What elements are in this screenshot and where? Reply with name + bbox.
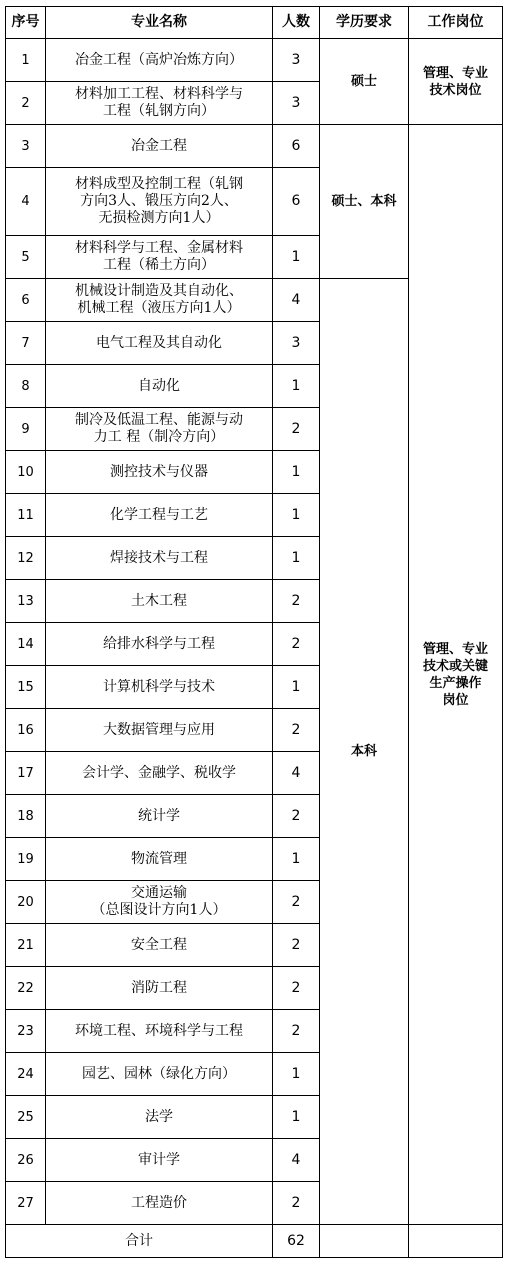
cell-count: 4 [273, 279, 320, 322]
cell-count: 2 [273, 580, 320, 623]
cell-count: 1 [273, 236, 320, 279]
table-body [6, 39, 503, 1258]
cell-major [46, 168, 273, 236]
cell-position [409, 125, 503, 1225]
major-line: 工程（轧钢方向） [103, 103, 215, 119]
cell-count: 3 [273, 322, 320, 365]
cell-count: 3 [273, 39, 320, 82]
cell-major [46, 537, 273, 580]
major-line: 制冷及低温工程、能源与动 [75, 412, 243, 428]
major-line: 工程造价 [131, 1194, 187, 1211]
total-row [6, 1225, 503, 1258]
cell-seq: 7 [6, 322, 46, 365]
cell-seq: 16 [6, 709, 46, 752]
major-line: 审计学 [138, 1151, 180, 1168]
cell-count: 1 [273, 365, 320, 408]
cell-count: 2 [273, 967, 320, 1010]
cell-seq: 26 [6, 1139, 46, 1182]
position-line: 岗位 [442, 692, 469, 708]
total-value: 62 [273, 1225, 320, 1258]
major-line: 机械设计制造及其自动化、 [75, 283, 243, 299]
cell-major [46, 967, 273, 1010]
cell-count: 6 [273, 168, 320, 236]
major-line: 冶金工程 [131, 137, 187, 154]
cell-seq: 22 [6, 967, 46, 1010]
header-position: 工作岗位 [409, 7, 503, 39]
cell-count: 1 [273, 1053, 320, 1096]
major-line: 工程（稀土方向） [103, 257, 215, 273]
major-line: 自动化 [138, 377, 180, 394]
cell-major [46, 451, 273, 494]
major-line: 园艺、园林（绿化方向） [82, 1065, 236, 1082]
cell-major [46, 666, 273, 709]
cell-count: 2 [273, 881, 320, 924]
total-position-empty [409, 1225, 503, 1258]
cell-major [46, 795, 273, 838]
cell-education: 硕士 [320, 39, 409, 125]
position-line: 管理、专业 [422, 641, 488, 657]
total-education-empty [320, 1225, 409, 1258]
cell-major [46, 39, 273, 82]
cell-count: 2 [273, 795, 320, 838]
major-line: 材料加工工程、材料科学与 [75, 86, 243, 102]
cell-count: 2 [273, 924, 320, 967]
cell-seq: 25 [6, 1096, 46, 1139]
cell-count: 4 [273, 1139, 320, 1182]
major-line: 测控技术与仪器 [110, 463, 208, 480]
table-row [6, 125, 503, 168]
recruitment-table [5, 6, 503, 1258]
major-line: 给排水科学与工程 [103, 635, 215, 652]
major-line: 物流管理 [131, 850, 187, 867]
major-line: 法学 [145, 1108, 173, 1125]
cell-count: 1 [273, 838, 320, 881]
header-count: 人数 [273, 7, 320, 39]
cell-major [46, 623, 273, 666]
cell-seq: 3 [6, 125, 46, 168]
cell-seq: 4 [6, 168, 46, 236]
cell-seq: 11 [6, 494, 46, 537]
cell-seq: 18 [6, 795, 46, 838]
cell-seq: 17 [6, 752, 46, 795]
cell-count: 2 [273, 1010, 320, 1053]
position-line: 管理、专业 [422, 65, 488, 81]
cell-seq: 23 [6, 1010, 46, 1053]
major-line: 环境工程、环境科学与工程 [75, 1022, 243, 1039]
cell-seq: 6 [6, 279, 46, 322]
cell-major [46, 279, 273, 322]
cell-seq: 14 [6, 623, 46, 666]
cell-count: 4 [273, 752, 320, 795]
cell-seq: 2 [6, 82, 46, 125]
cell-count: 3 [273, 82, 320, 125]
major-line: 冶金工程（高炉冶炼方向） [75, 51, 243, 68]
major-line: 消防工程 [131, 979, 187, 996]
cell-count: 2 [273, 709, 320, 752]
cell-seq: 5 [6, 236, 46, 279]
cell-seq: 27 [6, 1182, 46, 1225]
major-line: 材料科学与工程、金属材料 [75, 240, 243, 256]
cell-major [46, 1053, 273, 1096]
total-label: 合计 [6, 1225, 273, 1258]
cell-count: 6 [273, 125, 320, 168]
cell-seq: 13 [6, 580, 46, 623]
cell-count: 1 [273, 537, 320, 580]
cell-education: 硕士、本科 [320, 125, 409, 279]
major-line: 计算机科学与技术 [103, 678, 215, 695]
position-line: 技术岗位 [429, 82, 482, 98]
cell-major [46, 1182, 273, 1225]
major-line: 焊接技术与工程 [110, 549, 208, 566]
cell-major [46, 365, 273, 408]
cell-seq: 20 [6, 881, 46, 924]
cell-seq: 19 [6, 838, 46, 881]
cell-major [46, 1096, 273, 1139]
cell-count: 1 [273, 451, 320, 494]
major-line: 材料成型及控制工程（轧钢 [75, 176, 243, 192]
cell-major [46, 924, 273, 967]
cell-seq: 9 [6, 408, 46, 451]
cell-major [46, 322, 273, 365]
header-education: 学历要求 [320, 7, 409, 39]
cell-count: 2 [273, 408, 320, 451]
cell-count: 1 [273, 494, 320, 537]
major-line: 机械工程（液压方向1人） [77, 300, 241, 316]
header-seq: 序号 [6, 7, 46, 39]
major-line: 方向3人、锻压方向2人、 [80, 193, 238, 209]
table-row [6, 39, 503, 82]
position-line: 技术或关键 [422, 658, 488, 674]
header-row [6, 7, 503, 39]
major-line: 统计学 [138, 807, 180, 824]
cell-seq: 8 [6, 365, 46, 408]
cell-seq: 21 [6, 924, 46, 967]
cell-major [46, 1139, 273, 1182]
cell-major [46, 838, 273, 881]
cell-major [46, 881, 273, 924]
major-line: 会计学、金融学、税收学 [82, 764, 236, 781]
cell-seq: 15 [6, 666, 46, 709]
cell-major [46, 752, 273, 795]
cell-major [46, 125, 273, 168]
major-line: 安全工程 [131, 936, 187, 953]
cell-seq: 12 [6, 537, 46, 580]
major-line: 交通运输 [131, 885, 187, 901]
cell-major [46, 709, 273, 752]
major-line: 土木工程 [131, 592, 187, 609]
header-major: 专业名称 [46, 7, 273, 39]
cell-major [46, 1010, 273, 1053]
cell-major [46, 236, 273, 279]
cell-count: 1 [273, 666, 320, 709]
cell-seq: 1 [6, 39, 46, 82]
major-line: 无损检测方向1人） [98, 210, 220, 226]
cell-major [46, 494, 273, 537]
cell-position [409, 39, 503, 125]
cell-major [46, 580, 273, 623]
cell-major [46, 82, 273, 125]
cell-seq: 10 [6, 451, 46, 494]
cell-education: 本科 [320, 279, 409, 1225]
cell-major [46, 408, 273, 451]
major-line: 化学工程与工艺 [110, 506, 208, 523]
major-line: （总图设计方向1人） [91, 902, 227, 918]
position-line: 生产操作 [429, 675, 482, 691]
cell-seq: 24 [6, 1053, 46, 1096]
major-line: 电气工程及其自动化 [96, 334, 222, 351]
major-line: 力工 程（制冷方向） [93, 429, 225, 445]
cell-count: 2 [273, 1182, 320, 1225]
major-line: 大数据管理与应用 [103, 721, 215, 738]
cell-count: 2 [273, 623, 320, 666]
cell-count: 1 [273, 1096, 320, 1139]
